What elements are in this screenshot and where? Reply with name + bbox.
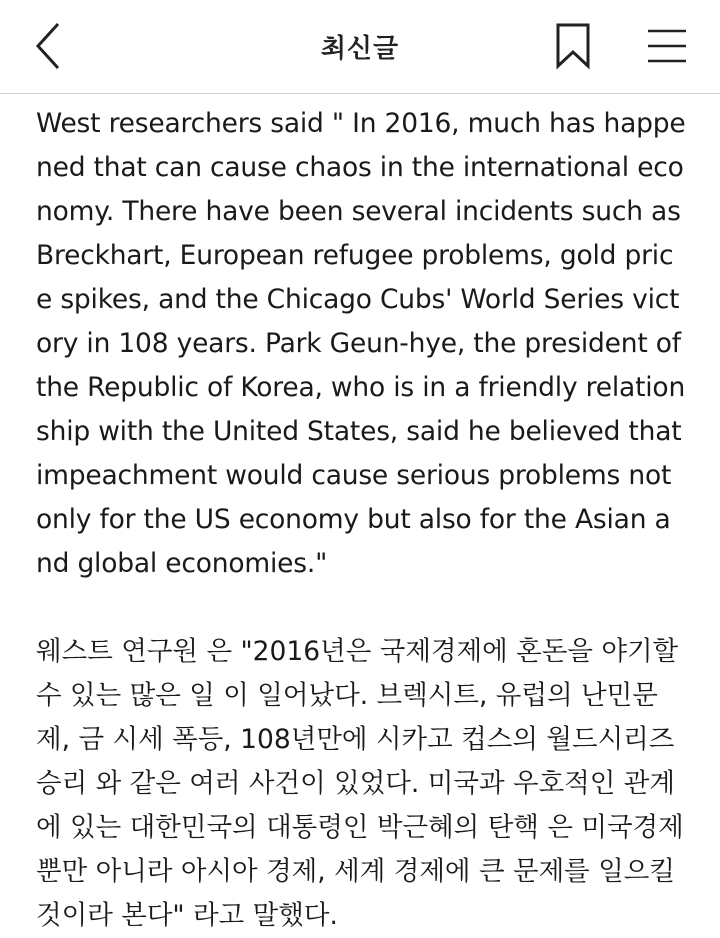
article-body [36,102,686,938]
top-app-bar [0,0,720,94]
hamburger-menu-icon [644,26,690,66]
bookmark-button[interactable] [553,22,593,70]
page-title: 최신글 [320,34,400,64]
menu-button[interactable] [644,26,690,66]
article-paragraph-english: West researchers said " In 2016, much has happened that can cause chaos in the international economy. There have been several incidents such as Breckhart, European refugee problems, gold price spikes, and the Chicago Cubs' World Series victory in 108 years. Park Geun-hye, the president of the Republic of Korea, who is in a friendly relationship with the United States, said he believed that impeachment would cause serious problems not only for the US economy but also for the Asian and global economies." [36,108,686,579]
article-paragraph-korean: 웨스트 연구원 은 "2016년은 국제경제에 혼돈을 야기할수 있는 많은 일 이 일어났다. 브렉시트, 유럽의 난민문제, 금 시세 폭등, 108년만에 시카고 컵스의 월드시리즈 승리 와 같은 여러 사건이 있었다. 미국과 우호적인 관계에 있는 대한민국의 대통령인 박근혜의 탄핵 은 미국경제 뿐만 아니라 아시아 경제, 세계 경제에 큰 문제를 일으킬 것이라 본다" 라고 말했다. [36,636,684,931]
bookmark-icon [553,22,593,70]
